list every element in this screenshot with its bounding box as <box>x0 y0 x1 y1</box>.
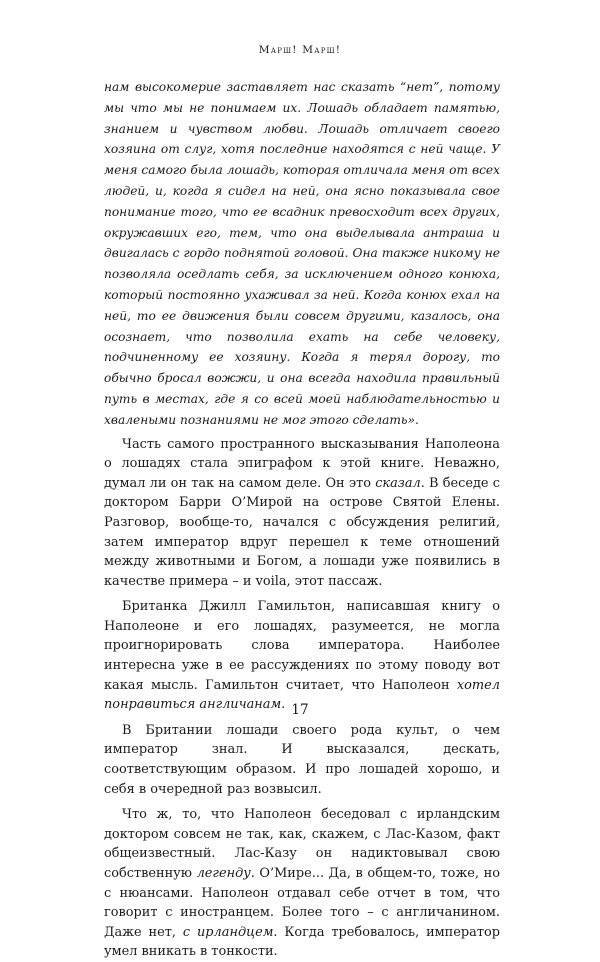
paragraph-1 <box>104 435 500 592</box>
paragraph-4 <box>104 805 500 962</box>
running-header: Марш! Марш! <box>258 44 342 56</box>
paragraph-2-text-b: . <box>281 697 286 713</box>
epigraph-quote: нам высокомерие заставляет нас сказать “нет”, потому мы что мы не понимаем их. Лошадь обладает памятью, знанием и чувством любви. Лошадь отличает своего хозяина от слуг, хотя последние находятся с ней чаще. У меня самого была лошадь, которая отличала меня от всех людей, и, когда я сидел на ней, она ясно показывала свое понимание того, что ее всадник превосходит всех других, окружавших его, тем, что она выделывала антраша и двигалась с гордо поднятой головой. Она также никому не позволяла оседлать себя, за исключением одного конюха, который постоянно ухаживал за ней. Когда конюх ехал на ней, то ее движения были совсем другими, казалось, она осознает, что позволила ехать на себе человеку, подчиненному ее хозяину. Когда я терял дорогу, то обычно бросал вожжи, и она всегда находила правильный путь в местах, где я со всей моей наблюдательностью и хвалеными познаниями не мог этого сделать». <box>104 80 500 427</box>
paragraph-2-text-a: Британка Джилл Гамильтон, написавшая книгу о Наполеоне и его лошадях, разумеется, не могла проигнорировать слова императора. Наиболее интересна уже в ее рассуждениях по этому поводу вот какая мысль. Гамильтон считает, что Наполеон <box>104 599 500 693</box>
paragraph-4-text-c: . Когда требовалось, император умел вникать в тонкости. <box>104 924 500 960</box>
paragraph-4-text-b: . О’Мире... Да, в общем-то, тоже, но с нюансами. Наполеон отдавал себе отчет в том, что говорит с иностранцем. Более того – с англичанином. Даже нет, <box>104 866 500 940</box>
paragraph-2 <box>104 597 500 715</box>
paragraph-4-emphasis-1: легенду <box>196 866 251 882</box>
page-number: 17 <box>291 702 309 718</box>
paragraph-2-emphasis: хотел понравиться англичанам <box>104 677 500 713</box>
paragraph-3: В Британии лошади своего рода культ, о чем император знал. И высказался, дескать, соответствующим образом. И про лошадей хорошо, и себя в очередной раз возвысил. <box>104 722 500 797</box>
paragraph-1-text-a: Часть самого пространного высказывания Наполеона о лошадях стала эпиграфом к этой книге. Неважно, думал ли он так на самом деле. Он это <box>104 436 500 491</box>
paragraph-4-emphasis-2: с ирландцем <box>182 924 274 940</box>
page-body <box>104 77 500 962</box>
paragraph-1-emphasis: сказал <box>375 475 421 491</box>
paragraph-4-text-a: Что ж, то, что Наполеон беседовал с ирландским доктором совсем не так, как, скажем, с Лас-Казом, факт общеизвестный. Лас-Казу он надиктовывал свою собственную <box>104 807 500 882</box>
paragraph-1-text-b: . В беседе с доктором Барри О’Мирой на острове Святой Елены. Разговор, вообще-то, начался с обсуждения религий, затем император вдруг перешел к теме отношений между животными и Богом, а лошади уже появились в качестве примера – и voila, этот пассаж. <box>104 475 500 589</box>
